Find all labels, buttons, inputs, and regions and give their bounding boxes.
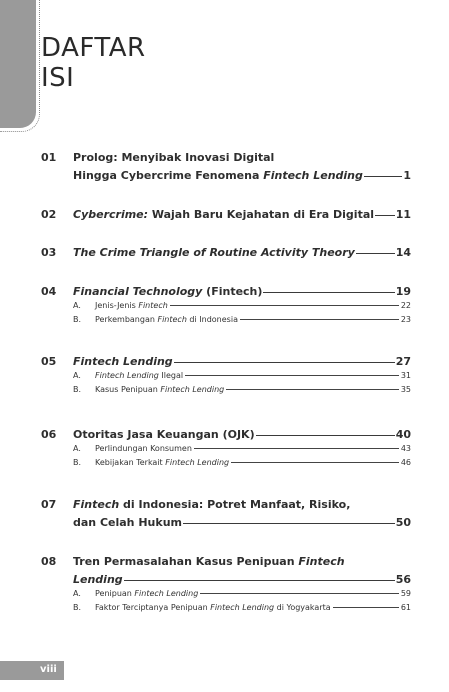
leader-line [185,375,399,376]
toc-heading-line-2: Lending [73,573,123,586]
toc-subentry[interactable] [73,315,411,329]
toc-subentry[interactable] [73,371,411,385]
toc-heading [73,283,411,301]
toc-heading [73,426,411,444]
toc-page-number: 40 [395,428,411,441]
subentry-text: Kebijakan Terkait Fintech Lending [95,458,230,467]
toc-page-number: 27 [395,355,411,368]
subentry-text: Penipuan Fintech Lending [95,589,199,598]
toc-number: 03 [41,246,57,259]
toc-subentry[interactable] [73,589,411,603]
toc-heading-line-1: Tren Permasalahan Kasus Penipuan Fintech [73,555,345,568]
subentry-text: Perlindungan Konsumen [95,444,192,453]
toc-subentry[interactable] [73,603,411,617]
chapter-tab-dotted-border [0,0,40,132]
leader-line [174,362,395,363]
title-line-1: DAFTAR [41,33,146,63]
toc-number: 08 [41,555,57,568]
subentry-page-number: 43 [400,444,411,453]
toc-number: 04 [41,285,57,298]
toc-heading-text: The Crime Triangle of Routine Activity Theory [73,246,355,259]
leader-line [170,305,399,306]
toc-subentry[interactable] [73,385,411,399]
title-line-2: ISI [41,63,75,93]
subentry-letter: B. [73,315,82,324]
subentry-letter: B. [73,385,82,394]
leader-line [263,292,394,293]
toc-heading [73,553,411,589]
toc-subentry[interactable] [73,458,411,472]
toc-subsections [73,371,411,399]
toc-subsections [73,444,411,472]
toc-heading-line-2: Hingga Cybercrime Fenomena Fintech Lending [73,169,363,182]
toc-page-number: 14 [395,246,411,259]
toc-subsections [73,301,411,329]
toc-heading [73,496,411,532]
subentry-text: Jenis-Jenis Fintech [95,301,168,310]
toc-heading [73,244,411,262]
leader-line [231,462,399,463]
leader-line [333,607,399,608]
toc-heading-line-1: Prolog: Menyibak Inovasi Digital [73,151,275,164]
toc-page-number: 11 [395,208,411,221]
leader-line [356,253,395,254]
toc-number: 05 [41,355,57,368]
subentry-text: Perkembangan Fintech di Indonesia [95,315,238,324]
toc-subsections [73,589,411,617]
toc-subentry[interactable] [73,444,411,458]
toc-heading [73,206,411,224]
leader-line [256,435,395,436]
subentry-letter: A. [73,371,81,380]
toc-heading-line-2: dan Celah Hukum [73,516,182,529]
toc-number: 01 [41,151,57,164]
subentry-page-number: 23 [400,315,411,324]
toc-heading-text: Cybercrime: Wajah Baru Kejahatan di Era Digital [73,208,375,221]
subentry-text: Fintech Lending Ilegal [95,371,184,380]
toc-page-number: 1 [403,169,411,182]
subentry-letter: A. [73,444,81,453]
subentry-text: Faktor Terciptanya Penipuan Fintech Lending di Yogyakarta [95,603,331,612]
subentry-page-number: 35 [400,385,411,394]
toc-page-number: 50 [395,516,411,529]
toc-page-number: 56 [395,573,411,586]
toc-heading [73,149,411,185]
toc-number: 02 [41,208,57,221]
subentry-letter: B. [73,603,82,612]
leader-line [124,580,395,581]
leader-line [364,176,402,177]
subentry-letter: A. [73,301,81,310]
subentry-page-number: 61 [400,603,411,612]
page-footer-tab [0,661,64,680]
page-title [41,33,146,93]
page-number-label: viii [40,664,57,675]
toc-page-number: 19 [395,285,411,298]
toc-heading-text: Fintech Lending [73,355,173,368]
subentry-letter: B. [73,458,82,467]
leader-line [183,523,395,524]
subentry-letter: A. [73,589,81,598]
subentry-page-number: 59 [400,589,411,598]
subentry-page-number: 22 [400,301,411,310]
subentry-page-number: 46 [400,458,411,467]
toc-number: 06 [41,428,57,441]
toc-heading-line-1: Fintech di Indonesia: Potret Manfaat, Risiko, [73,498,351,511]
subentry-page-number: 31 [400,371,411,380]
subentry-text: Kasus Penipuan Fintech Lending [95,385,225,394]
leader-line [226,389,399,390]
toc-number: 07 [41,498,57,511]
toc-subentry[interactable] [73,301,411,315]
toc-heading-text: Financial Technology (Fintech) [73,285,263,298]
leader-line [375,215,395,216]
toc-heading [73,353,411,371]
toc-heading-text: Otoritas Jasa Keuangan (OJK) [73,428,255,441]
leader-line [194,448,399,449]
leader-line [240,319,399,320]
leader-line [200,593,399,594]
